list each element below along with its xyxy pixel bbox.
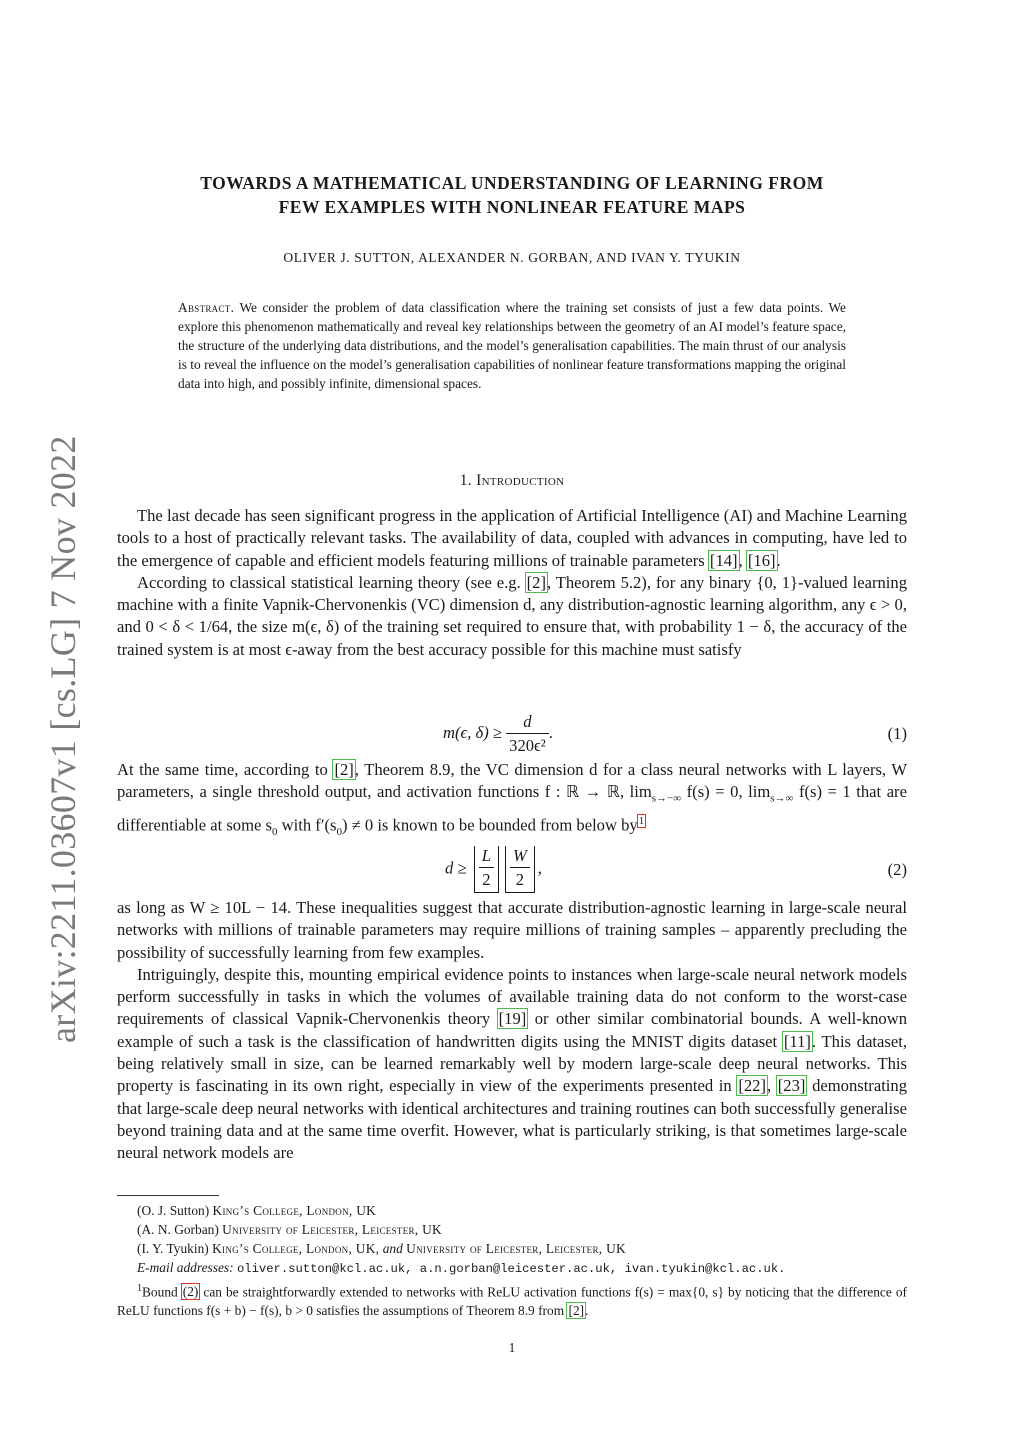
authors: OLIVER J. SUTTON, ALEXANDER N. GORBAN, AND IVAN Y. TYUKIN [283,250,741,265]
footnote-text-a: Bound [142,1284,178,1300]
eq2-num-2: W [510,846,530,868]
email-line [137,1258,907,1279]
eq1-numerator: d [506,712,549,734]
eq2-den-1: 2 [482,870,491,889]
citation-2[interactable]: [2] [526,572,546,592]
eq2-tail: , [537,858,542,878]
affiliations [137,1201,907,1279]
equation-1 [117,712,907,758]
email-label: E-mail addresses: [137,1260,234,1275]
eq2-floor-1 [474,846,499,893]
body-block-3 [117,897,907,1165]
lim-sub-2: s→∞ [770,792,794,805]
citation-14[interactable]: [14] [709,550,738,570]
lim-sub-1: s→−∞ [651,792,682,805]
eq1-number: (1) [887,724,907,743]
paragraph-5-text-c: . This dataset, being relatively small in size, can be learned remarkably well by modern large-scale deep neural networks. This property is fascinating in its own right, especially in view of the experiments presented in [117,1031,907,1096]
affiliation-3 [137,1239,907,1258]
affil-2-inst: University of Leicester, Leicester, UK [222,1222,443,1237]
eq2-num-1: L [479,846,494,868]
affiliation-2 [137,1220,907,1239]
paragraph-3-text-c: f(s) = 0, lim [686,782,771,802]
affil-1-inst: King’s College, London, UK [212,1203,377,1218]
affil-1-name: (O. J. Sutton) [137,1203,210,1218]
eq2-number: (2) [887,860,907,879]
paragraph-1: The last decade has seen significant progress in the application of Artificial Intelligence (AI) and Machine Learning tools to a host of practically relevant tasks. The availability of data, coupled with advances in computing, have led to the emergence of capable and efficient models featuring millions of trainable parameters [14], [16]. [117,506,907,570]
abstract [178,298,846,393]
paragraph-2 [117,572,907,661]
eq1-denominator: 320ϵ² [509,736,546,755]
paragraph-4: as long as W ≥ 10L − 14. These inequalities suggest that accurate distribution-agnostic learning in large-scale neural networks with millions of trainable parameters may require millions of training samples – apparently precluding the possibility of successfully learning from few examples. [117,898,907,962]
citation-19[interactable]: [19] [498,1009,527,1029]
paragraph-2-text-a: According to classical statistical learning theory (see e.g. [137,572,521,592]
title-line-1: TOWARDS A MATHEMATICAL UNDERSTANDING OF LEARNING FROM [200,173,824,193]
affiliation-1 [137,1201,907,1220]
affil-3-inst-2: University of Leicester, Leicester, UK [406,1241,627,1256]
eq2-frac-1 [479,846,494,890]
footnote-eq-ref[interactable]: (2) [182,1284,199,1300]
paragraph-5: Intriguingly, despite this, mounting empirical evidence points to instances when large-scale neural network models perform successfully in tasks in which the volumes of available training data do not conform to the worst-case requirements of classical Vapnik-Chervonenkis theory [19] or other similar combinatorial bounds. A well-known example of such a task is the classification of handwritten digits using the MNIST digits dataset [11]. This dataset, being relatively small in size, can be learned remarkably well by modern large-scale deep neural networks. This property is fascinating in its own right, especially in view of the experiments presented in [22], [23] demonstrating that large-scale deep neural networks with identical architectures and training routines can both successfully generalise beyond training data and at the same time overfit. However, what is particularly striking, is that sometimes large-scale neural network models are [117,964,908,1163]
footnote-rule [117,1195,219,1196]
citation-11[interactable]: [11] [783,1031,811,1051]
paragraph-3-text-a: At the same time, according to [117,760,328,779]
email-addresses[interactable]: oliver.sutton@kcl.ac.uk, a.n.gorban@leicester.ac.uk, ivan.tyukin@kcl.ac.uk. [236,1262,786,1276]
footnote-ref-1[interactable]: 1 [638,814,645,827]
equation-2 [117,846,907,896]
body-block-1 [117,505,907,661]
paragraph-3-text-e: with f′(s [281,815,337,835]
paragraph-3 [117,759,907,843]
eq2-lhs: d ≥ [445,858,467,878]
affil-3-and: and [382,1241,403,1256]
paragraph-5-text-b: or other similar combinatorial bounds. A well-known example of such a task is the classification of handwritten digits using the MNIST digits dataset [117,1009,907,1051]
s0-sub-1: 0 [271,825,278,838]
s0-sub-2: 0 [336,825,342,838]
abstract-label: Abstract. [178,300,235,315]
affil-3-name: (I. Y. Tyukin) [137,1241,209,1256]
eq2-frac-2 [510,846,530,890]
citation-23[interactable]: [23] [777,1076,806,1096]
section-title: Introduction [476,472,565,489]
footnote-1 [117,1279,907,1320]
section-number: 1. [459,472,472,489]
paragraph-3-text-d: f(s) = 1 that are differentiable at some s [117,782,907,835]
affil-3-inst-1: King’s College, London, UK, [212,1241,380,1256]
footnote-text-b: can be straightforwardly extended to networks with ReLU activation functions f(s) = max{0, s} by noticing that the difference of ReLU functions f(s + b) − f(s), b > 0 satisfies the assumptions of Theorem 8.9 from [117,1284,907,1319]
paper-title [110,171,914,219]
citation-16[interactable]: [16] [747,550,776,570]
citation-22[interactable]: [22] [738,1076,766,1096]
footnote-tail: . [585,1303,589,1319]
footnote-marker: 1 [137,1283,142,1294]
eq1-lhs: m(ϵ, δ) ≥ [443,722,502,742]
footnote-citation-2[interactable]: [2] [568,1303,585,1319]
eq2-den-2: 2 [515,870,525,889]
body-block-2 [117,759,907,843]
section-heading [110,472,914,490]
paragraph-1-text: The last decade has seen significant progress in the application of Artificial Intelligence (AI) and Machine Learning tools to a host of practically relevant tasks. The availability of data, coupled with advances in computing, have led to the emergence of capable and efficient models featuring millions of trainable parameters [117,506,907,570]
paragraph-3-text-f: ) ≠ 0 is known to be bounded from below by [341,815,638,835]
paragraph-2-text-b: , Theorem 5.2), for any binary {0, 1}-valued learning machine with a finite Vapnik-Chervonenkis (VC) dimension d, any distribution-agnostic learning algorithm, any ϵ > 0, and 0 < δ < 1/64, the size m(ϵ, δ) of the training set required to ensure that, with probability 1 − δ, the accuracy of the trained system is at most ϵ-away from the best accuracy possible for this machine must satisfy [117,572,907,659]
abstract-text: We consider the problem of data classification where the training set consists of just a few data points. We explore this phenomenon mathematically and reveal key relationships between the geometry of an AI model’s feature space, the structure of the underlying data distributions, and the model’s generalisation capabilities. The main thrust of our analysis is to reveal the influence on the model’s generalisation capabilities of nonlinear feature transformations mapping the original data into high, and possibly infinite, dimensional spaces. [178,300,846,391]
eq2-floor-2 [505,846,535,893]
arxiv-stamp: arXiv:2211.03607v1 [cs.LG] 7 Nov 2022 [43,435,83,1043]
page-number: 1 [508,1340,516,1355]
eq1-tail: . [548,722,553,742]
paragraph-3-text-b: , Theorem 8.9, the VC dimension d for a class neural networks with L layers, W parameters, a single threshold output, and activation functions f : ℝ → ℝ, lim [117,760,908,802]
paragraph-5-text-a: Intriguingly, despite this, mounting empirical evidence points to instances when large-scale neural network models perform successfully in tasks in which the volumes of available training data do not conform to the worst-case requirements of classical Vapnik-Chervonenkis theory [117,964,907,1029]
paragraph-5-text-d: demonstrating that large-scale deep neural networks with identical architectures and training routines can both successfully generalise beyond training data and at the same time overfit. However, what is particularly striking, is that sometimes large-scale neural network models are [117,1076,908,1163]
citation-2b[interactable]: [2] [334,760,354,779]
affil-2-name: (A. N. Gorban) [137,1222,219,1237]
title-line-2: FEW EXAMPLES WITH NONLINEAR FEATURE MAPS [278,197,746,217]
eq1-fraction [506,712,549,756]
